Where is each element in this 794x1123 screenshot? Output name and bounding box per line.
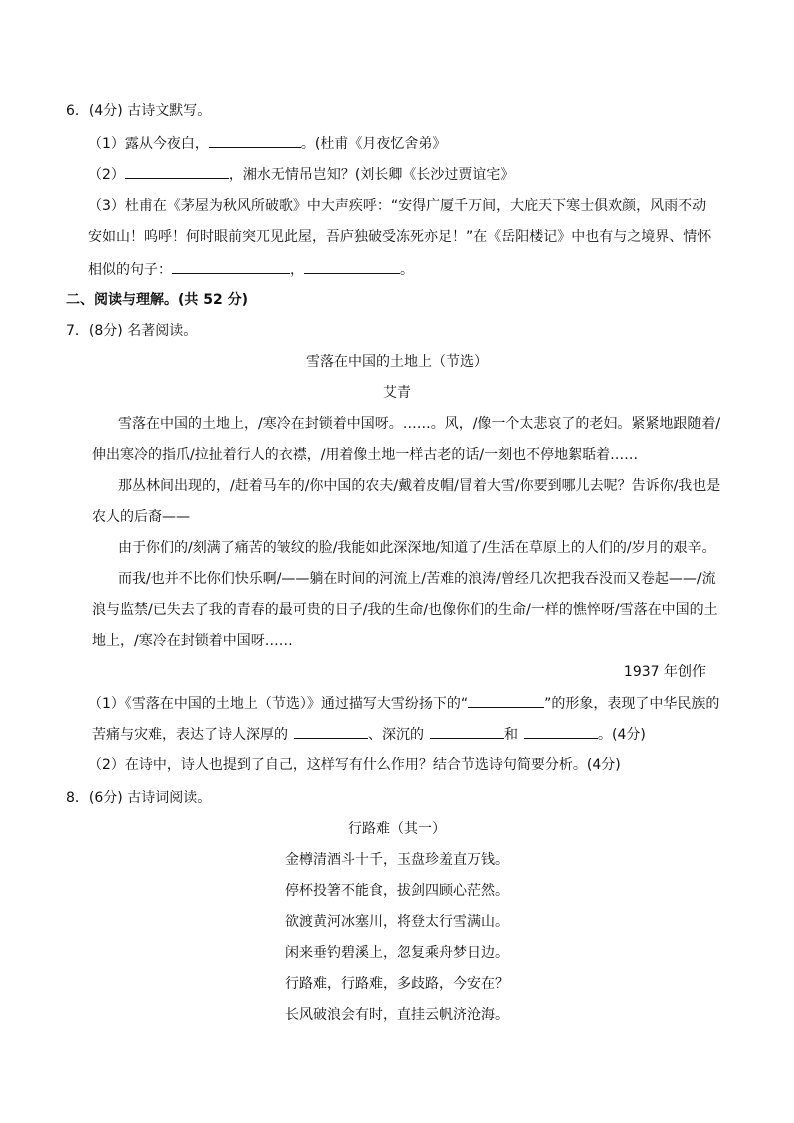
q7-sub-1-text-c: 苦痛与灾难，表达了诗人深厚的 (92, 727, 288, 743)
q7-para-2-line-2: 农人的后裔—— (92, 509, 190, 525)
q8-poem-line: 行路难，行路难，多歧路，今安在？ (285, 976, 509, 992)
q6-item-1-text-a: （1）露从今夜白， (88, 136, 209, 152)
answer-blank[interactable] (524, 724, 598, 739)
q7-para-1-line-1: 雪落在中国的土地上，/寒冷在封锁着中国呀。……。风，/像一个太悲哀了的老妇。紧紧地跟随着/ (118, 416, 721, 432)
q6-item-3-text-b: ， (290, 262, 304, 278)
q6-item-3-line-2: 安如山！呜呼！何时眼前突兀见此屋，吾庐独破受冻死亦足！”在《岳阳楼记》中也有与之境界、情怀 (88, 229, 712, 245)
q6-item-2-text-a: （2） (88, 167, 125, 183)
q7-sub-2: （2）在诗中，诗人也提到了自己，这样写有什么作用？结合节选诗句简要分析。(4分) (88, 757, 621, 773)
q6-item-1 (88, 133, 446, 154)
q7-para-3: 由于你们的/刻满了痛苦的皱纹的脸/我能如此深深地/知道了/生活在草原上的人们的/岁月的艰辛。 (118, 540, 716, 556)
q8-stem: 8．(6分) 古诗词阅读。 (66, 790, 212, 806)
q8-poem-line: 欲渡黄河冰塞川，将登太行雪满山。 (285, 914, 509, 930)
q8-poem-title: 行路难（其一） (348, 821, 446, 837)
q6-item-1-text-b: 。(杜甫《月夜忆舍弟》 (300, 136, 447, 152)
answer-blank[interactable] (304, 259, 400, 274)
q7-sub-1-text-a: （1）《雪落在中国的土地上（节选）》通过描写大雪纷扬下的“ (88, 696, 469, 712)
q7-sub-1-text-b: ”的形象，表现了中华民族的 (544, 696, 720, 712)
q6-item-2 (88, 164, 514, 185)
answer-blank[interactable] (209, 133, 301, 148)
q8-poem-line: 闲来垂钓碧溪上，忽复乘舟梦日边。 (285, 945, 509, 961)
answer-blank[interactable] (172, 259, 290, 274)
q7-para-4-line-3: 地上，/寒冷在封锁着中国呀…… (92, 633, 293, 649)
q6-stem: 6．(4分) 古诗文默写。 (66, 103, 212, 119)
q6-item-2-text-b: ，湘水无情吊岂知？(刘长卿《长沙过贾谊宅》 (228, 167, 515, 183)
q7-para-2-line-1: 那丛林间出现的，/赶着马车的/你中国的农夫/戴着皮帽/冒着大雪/你要到哪儿去呢？告诉你/我也是 (118, 478, 721, 494)
answer-blank[interactable] (125, 164, 229, 179)
q6-item-3-line-3 (88, 259, 414, 280)
q7-stem: 7．(8分) 名著阅读。 (66, 323, 198, 339)
q6-item-3-text-c: 。 (400, 262, 414, 278)
q7-sub-1-text-e: 和 (504, 727, 518, 743)
q7-sub-1-text-d: 、深沉的 (368, 727, 424, 743)
q7-sub-1-line-2 (92, 724, 646, 745)
q7-para-4-line-2: 浪与监禁/已失去了我的青春的最可贵的日子/我的生命/也像你们的生命/一样的憔悴呀/雪落在中国的土 (92, 602, 718, 618)
q7-para-4-line-1: 而我/也并不比你们快乐啊/——躺在时间的河流上/苦难的浪涛/曾经几次把我吞没而又卷起——/流 (118, 571, 716, 587)
q7-para-1-line-2: 伸出寒冷的指爪/拉扯着行人的衣襟，/用着像土地一样古老的话/一刻也不停地絮聒着…… (92, 447, 639, 463)
q7-poem-title: 雪落在中国的土地上（节选） (306, 354, 488, 370)
q7-sub-1-text-f: 。(4分) (598, 727, 646, 743)
answer-blank[interactable] (294, 724, 368, 739)
q7-poem-date: 1937 年创作 (623, 664, 706, 680)
q8-poem-line: 金樽清酒斗十千，玉盘珍羞直万钱。 (285, 852, 509, 868)
section-heading: 二、阅读与理解。(共 52 分) (66, 292, 249, 308)
answer-blank[interactable] (468, 693, 544, 708)
q6-item-3-text-a: 相似的句子： (88, 262, 172, 278)
q8-poem-line: 长风破浪会有时，直挂云帆济沧海。 (285, 1007, 509, 1023)
q6-item-3-line-1: （3）杜甫在《茅屋为秋风所破歌》中大声疾呼：“安得广厦千万间，大庇天下寒士俱欢颜，风雨不动 (88, 198, 707, 214)
answer-blank[interactable] (430, 724, 504, 739)
q7-sub-1-line-1 (88, 693, 719, 714)
q7-author: 艾青 (383, 385, 411, 401)
q8-poem-line: 停杯投箸不能食，拔剑四顾心茫然。 (285, 883, 509, 899)
